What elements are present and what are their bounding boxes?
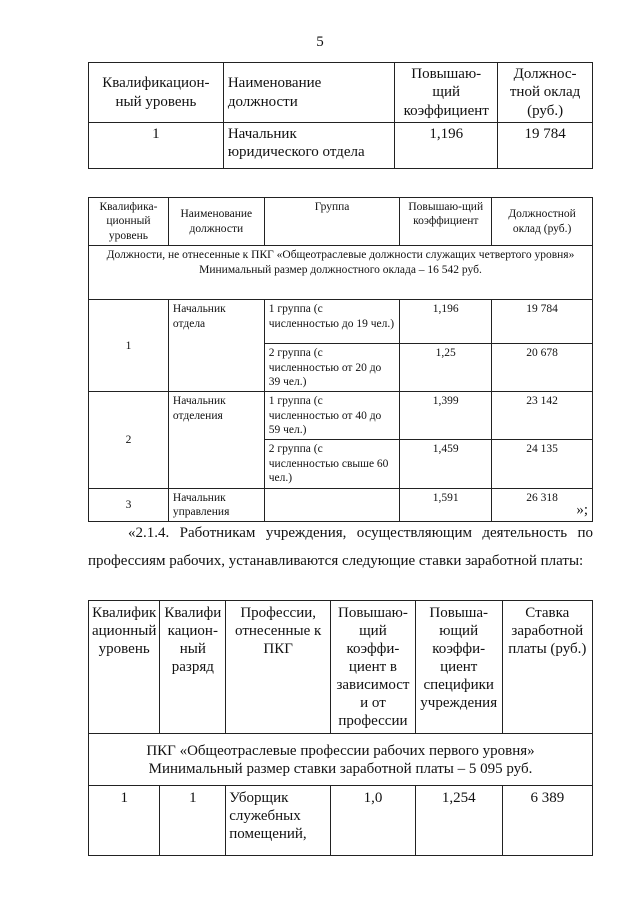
table2-coef: 1,399 xyxy=(400,392,492,440)
table2-header-level: Квалифика-ционный уровень xyxy=(89,198,169,246)
table3-cell-coef-institution: 1,254 xyxy=(415,786,502,856)
table2-salary: 19 784 xyxy=(492,300,593,344)
table2-salary: 26 318 xyxy=(492,488,593,522)
table3-section-heading xyxy=(89,734,593,786)
table2-section-row xyxy=(89,246,593,300)
table2-section-min: Минимальный размер должностного оклада – 16 542 руб. xyxy=(199,263,482,276)
table2-coef: 1,25 xyxy=(400,344,492,392)
table3-cell-profession: Уборщик служебных помещений, xyxy=(226,786,331,856)
table1-header-row xyxy=(89,63,593,123)
table-row xyxy=(89,392,593,440)
table3-header-professions: Профессии, отнесенные к ПКГ xyxy=(226,601,331,734)
table2-coef: 1,196 xyxy=(400,300,492,344)
table3-section-row xyxy=(89,734,593,786)
table-row xyxy=(89,786,593,856)
table2-group: 1 группа (с численностью от 40 до 59 чел.) xyxy=(264,392,400,440)
salary-table-2 xyxy=(88,197,593,522)
table2-coef: 1,459 xyxy=(400,440,492,488)
table2-salary: 23 142 xyxy=(492,392,593,440)
table2-header-row xyxy=(89,198,593,246)
table2-header-salary: Должностной оклад (руб.) xyxy=(492,198,593,246)
table3-header-grade: Квалифи кацион-ный разряд xyxy=(160,601,226,734)
table2-position-3: Начальник управления xyxy=(168,488,264,522)
table-row xyxy=(89,123,593,169)
table1-header-coef: Повышаю-щий коэффициент xyxy=(395,63,498,123)
page-number: 5 xyxy=(316,34,324,50)
table2-salary: 20 678 xyxy=(492,344,593,392)
salary-table-1 xyxy=(88,62,593,169)
table3-header-coef-institution: Повыша-ющий коэффи-циент специфики учреждения xyxy=(415,601,502,734)
salary-table-3 xyxy=(88,600,593,856)
table2-coef: 1,591 xyxy=(400,488,492,522)
paragraph-2-1-4: «2.1.4. Работникам учреждения, осуществляющим деятельность по профессиям рабочих, устанавливаются следующие ставки заработной платы: xyxy=(88,525,593,569)
table2-header-position: Наименование должности xyxy=(168,198,264,246)
table2-position-2: Начальник отделения xyxy=(168,392,264,488)
table2-section-heading xyxy=(89,246,593,300)
table2-level-1: 1 xyxy=(89,300,169,392)
table1-cell-salary: 19 784 xyxy=(498,123,593,169)
table2-group: 1 группа (с численностью до 19 чел.) xyxy=(264,300,400,344)
table3-header-level: Квалифик ационный уровень xyxy=(89,601,160,734)
table3-header-rate: Ставка заработной платы (руб.) xyxy=(502,601,592,734)
table2-level-2: 2 xyxy=(89,392,169,488)
table3-cell-rate: 6 389 xyxy=(502,786,592,856)
table3-section-min: Минимальный размер ставки заработной платы – 5 095 руб. xyxy=(148,760,533,777)
table3-cell-coef-profession: 1,0 xyxy=(331,786,416,856)
table1-header-salary: Должнос-тной оклад (руб.) xyxy=(498,63,593,123)
table1-cell-level: 1 xyxy=(89,123,224,169)
table2-header-coef: Повышаю-щий коэффициент xyxy=(400,198,492,246)
table1-header-position: Наименование должности xyxy=(223,63,394,123)
table-row xyxy=(89,300,593,344)
table2-header-group: Группа xyxy=(264,198,400,246)
table2-group: 2 группа (с численностью свыше 60 чел.) xyxy=(264,440,400,488)
table3-cell-level: 1 xyxy=(89,786,160,856)
table3-section-title: ПКГ «Общеотраслевые профессии рабочих первого уровня» xyxy=(146,742,535,759)
table2-group: 2 группа (с численностью от 20 до 39 чел.) xyxy=(264,344,400,392)
table2-level-3: 3 xyxy=(89,488,169,522)
table3-cell-grade: 1 xyxy=(160,786,226,856)
table2-salary: 24 135 xyxy=(492,440,593,488)
table3-header-coef-profession: Повышаю-щий коэффи-циент в зависимост и от профессии xyxy=(331,601,416,734)
table3-header-row xyxy=(89,601,593,734)
closing-quote-mark: »; xyxy=(576,502,588,518)
table2-section-title: Должности, не отнесенные к ПКГ «Общеотраслевые должности служащих четвертого уровня» xyxy=(106,249,575,262)
table1-header-level: Квалификацион-ный уровень xyxy=(89,63,224,123)
table1-cell-position: Начальник юридического отдела xyxy=(223,123,394,169)
table2-position-1: Начальник отдела xyxy=(168,300,264,392)
table1-cell-coef: 1,196 xyxy=(395,123,498,169)
